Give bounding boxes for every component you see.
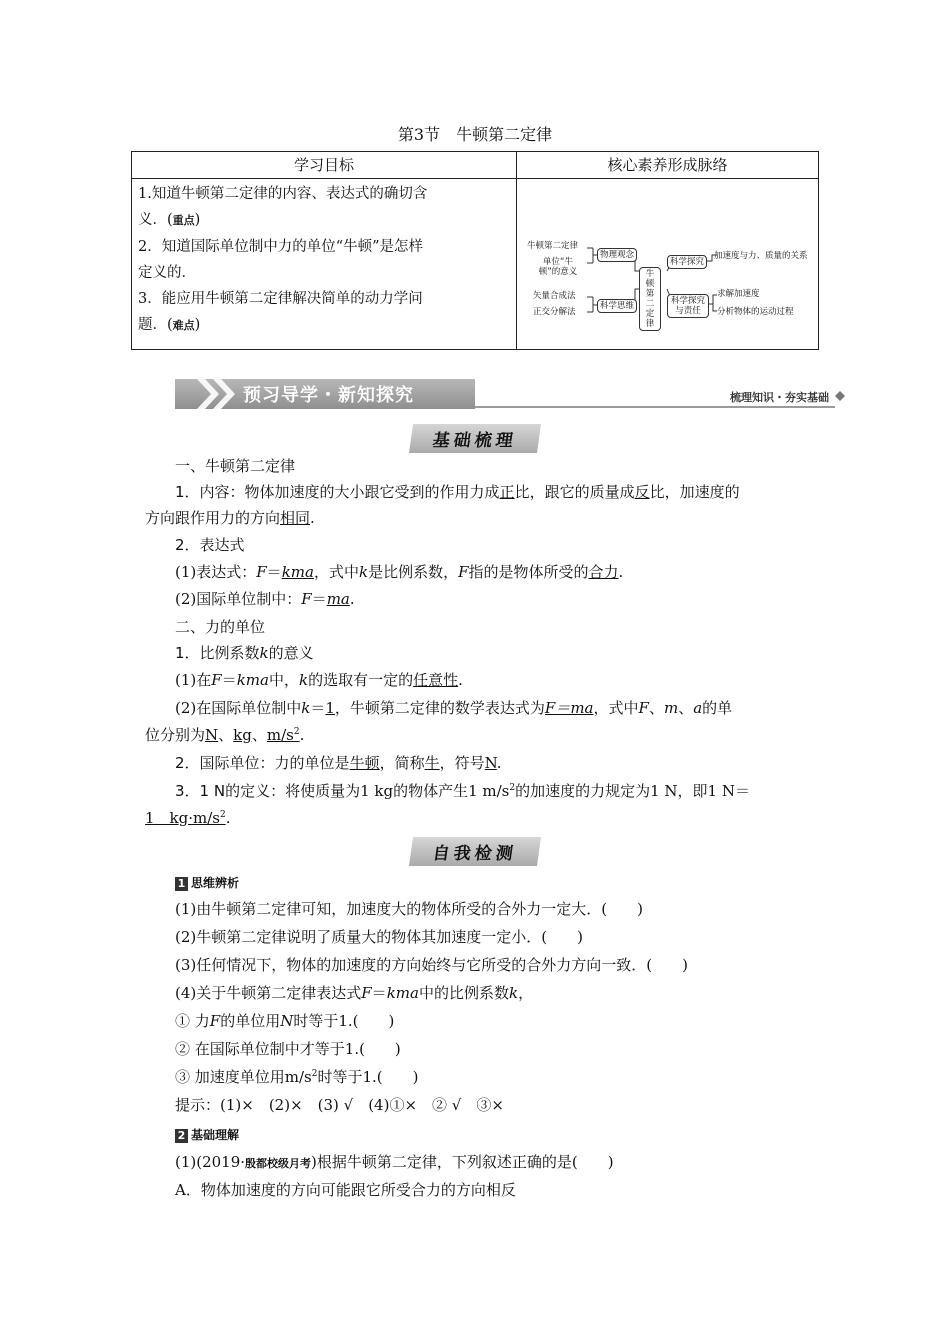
heading-expression: 2．表达式 <box>175 536 245 554</box>
para-k-2: (2)在国际单位制中k＝1，牛顿第二定律的数学表达式为F＝ma，式中F、m、a的单 <box>175 699 733 717</box>
para-1n-definition: 3．1 N的定义：将使质量为1 kg的物体产生1 $m/s^2$的加速度的力规定为1 N，即1 N＝ <box>175 782 750 800</box>
heading-force-unit: 二、力的单位 <box>175 618 266 636</box>
para-expression-1: (1)表达式：F＝kma，式中k是比例系数，F指的是物体所受的合力. <box>175 563 624 581</box>
node-sci-inquiry: 科学探究 <box>667 255 707 269</box>
section-heading-self-check: 自我检测 <box>0 837 950 866</box>
question-4-item-1: ① 力F的单位用N时等于1.( ) <box>175 1012 395 1030</box>
question-4: (4)关于牛顿第二定律表达式F＝kma中的比例系数k， <box>175 984 534 1002</box>
subsection-thinking: 1 思维辨析 <box>175 872 845 893</box>
question-2: (2)牛顿第二定律说明了质量大的物体其加速度一定小．( ) <box>175 928 583 946</box>
goals-table <box>131 151 819 350</box>
question-1: (1)由牛顿第二定律可知，加速度大的物体所受的合外力一定大．( ) <box>175 900 643 918</box>
question-4-item-2: ② 在国际单位制中才等于1.( ) <box>175 1040 401 1058</box>
section-banner <box>175 377 847 411</box>
question-5: (1)(2019·殷都校级月考)根据牛顿第二定律，下列叙述正确的是( ) <box>175 1153 614 1171</box>
para-content-cont: 方向跟作用力的方向相同. <box>145 509 315 527</box>
node-ortho: 正交分解法 <box>533 307 576 317</box>
banner-subtitle: 梳理知识・夯实基础 <box>730 391 829 404</box>
question-source: 殷都校级月考 <box>245 1157 312 1170</box>
node-sci-thinking: 科学思维 <box>597 299 637 313</box>
number-badge-2: 2 <box>175 1129 188 1143</box>
para-k-1: (1)在F＝kma中，k的选取有一定的任意性. <box>175 671 463 689</box>
node-accel-relation: 加速度与力、质量的关系 <box>714 251 808 261</box>
difficult-point-tag: 难点 <box>172 319 195 332</box>
key-point-tag: 重点 <box>172 214 195 227</box>
question-4-item-3: ③ 加速度单位用$m/s^2$时等于1.( ) <box>175 1068 419 1086</box>
node-center: 牛顿第二定律 <box>639 267 661 331</box>
para-intl-unit: 2．国际单位：力的单位是牛顿，简称牛，符号N. <box>175 754 502 772</box>
para-1n-definition-cont: 1 $kg\cdot m/s^2$. <box>145 809 231 827</box>
para-k-2-cont: 位分别为N、kg、$m/s^2$. <box>145 726 305 744</box>
node-analyze-motion: 分析物体的运动过程 <box>717 307 794 317</box>
double-chevron-icon <box>193 379 241 409</box>
number-badge-1: 1 <box>175 877 188 891</box>
banner-title: 预习导学・新知探究 <box>243 385 414 406</box>
option-a: A．物体加速度的方向可能跟它所受合力的方向相反 <box>175 1181 516 1199</box>
node-vector: 矢量合成法 <box>533 291 576 301</box>
node-newton-law: 牛顿第二定律 <box>527 241 579 251</box>
goals-cell <box>132 179 517 350</box>
node-solve-accel: 求解加速度 <box>717 289 760 299</box>
diamond-icon <box>835 391 845 401</box>
col-header-goals: 学习目标 <box>132 152 517 179</box>
heading-k-meaning: 1．比例系数k的意义 <box>175 644 314 662</box>
para-content: 1．内容：物体加速度的大小跟它受到的作用力成正比，跟它的质量成反比，加速度的 <box>175 483 740 501</box>
para-expression-2: (2)国际单位制中：F＝ma. <box>175 590 355 608</box>
banner-rule <box>475 406 835 408</box>
node-inquiry-resp: 科学探究与责任 <box>667 294 709 318</box>
node-physics-concept: 物理观念 <box>597 248 637 262</box>
concept-map <box>517 179 819 350</box>
question-3: (3)任何情况下，物体的加速度的方向始终与它所受的合外力方向一致．( ) <box>175 956 688 974</box>
goal-2: 2．知道国际单位制中力的单位“牛顿”是怎样 定义的． <box>138 239 424 281</box>
page-title: 第3节 牛顿第二定律 <box>397 125 553 144</box>
goal-3: 3．能应用牛顿第二定律解决简单的动力学问 题．(难点) <box>138 291 423 333</box>
heading-law: 一、牛顿第二定律 <box>175 457 296 475</box>
subsection-understanding: 2 基础理解 <box>175 1124 845 1145</box>
goal-1: 1.知道牛顿第二定律的内容、表达式的确切含 义．(重点) <box>138 186 428 228</box>
node-unit-meaning: 单位“牛顿”的意义 <box>538 257 578 277</box>
section-heading-basics: 基础梳理 <box>0 424 950 453</box>
answer-hint: 提示：(1)× (2)× (3) √ (4)①× ② √ ③× <box>175 1096 504 1114</box>
col-header-concept-map: 核心素养形成脉络 <box>517 152 819 179</box>
